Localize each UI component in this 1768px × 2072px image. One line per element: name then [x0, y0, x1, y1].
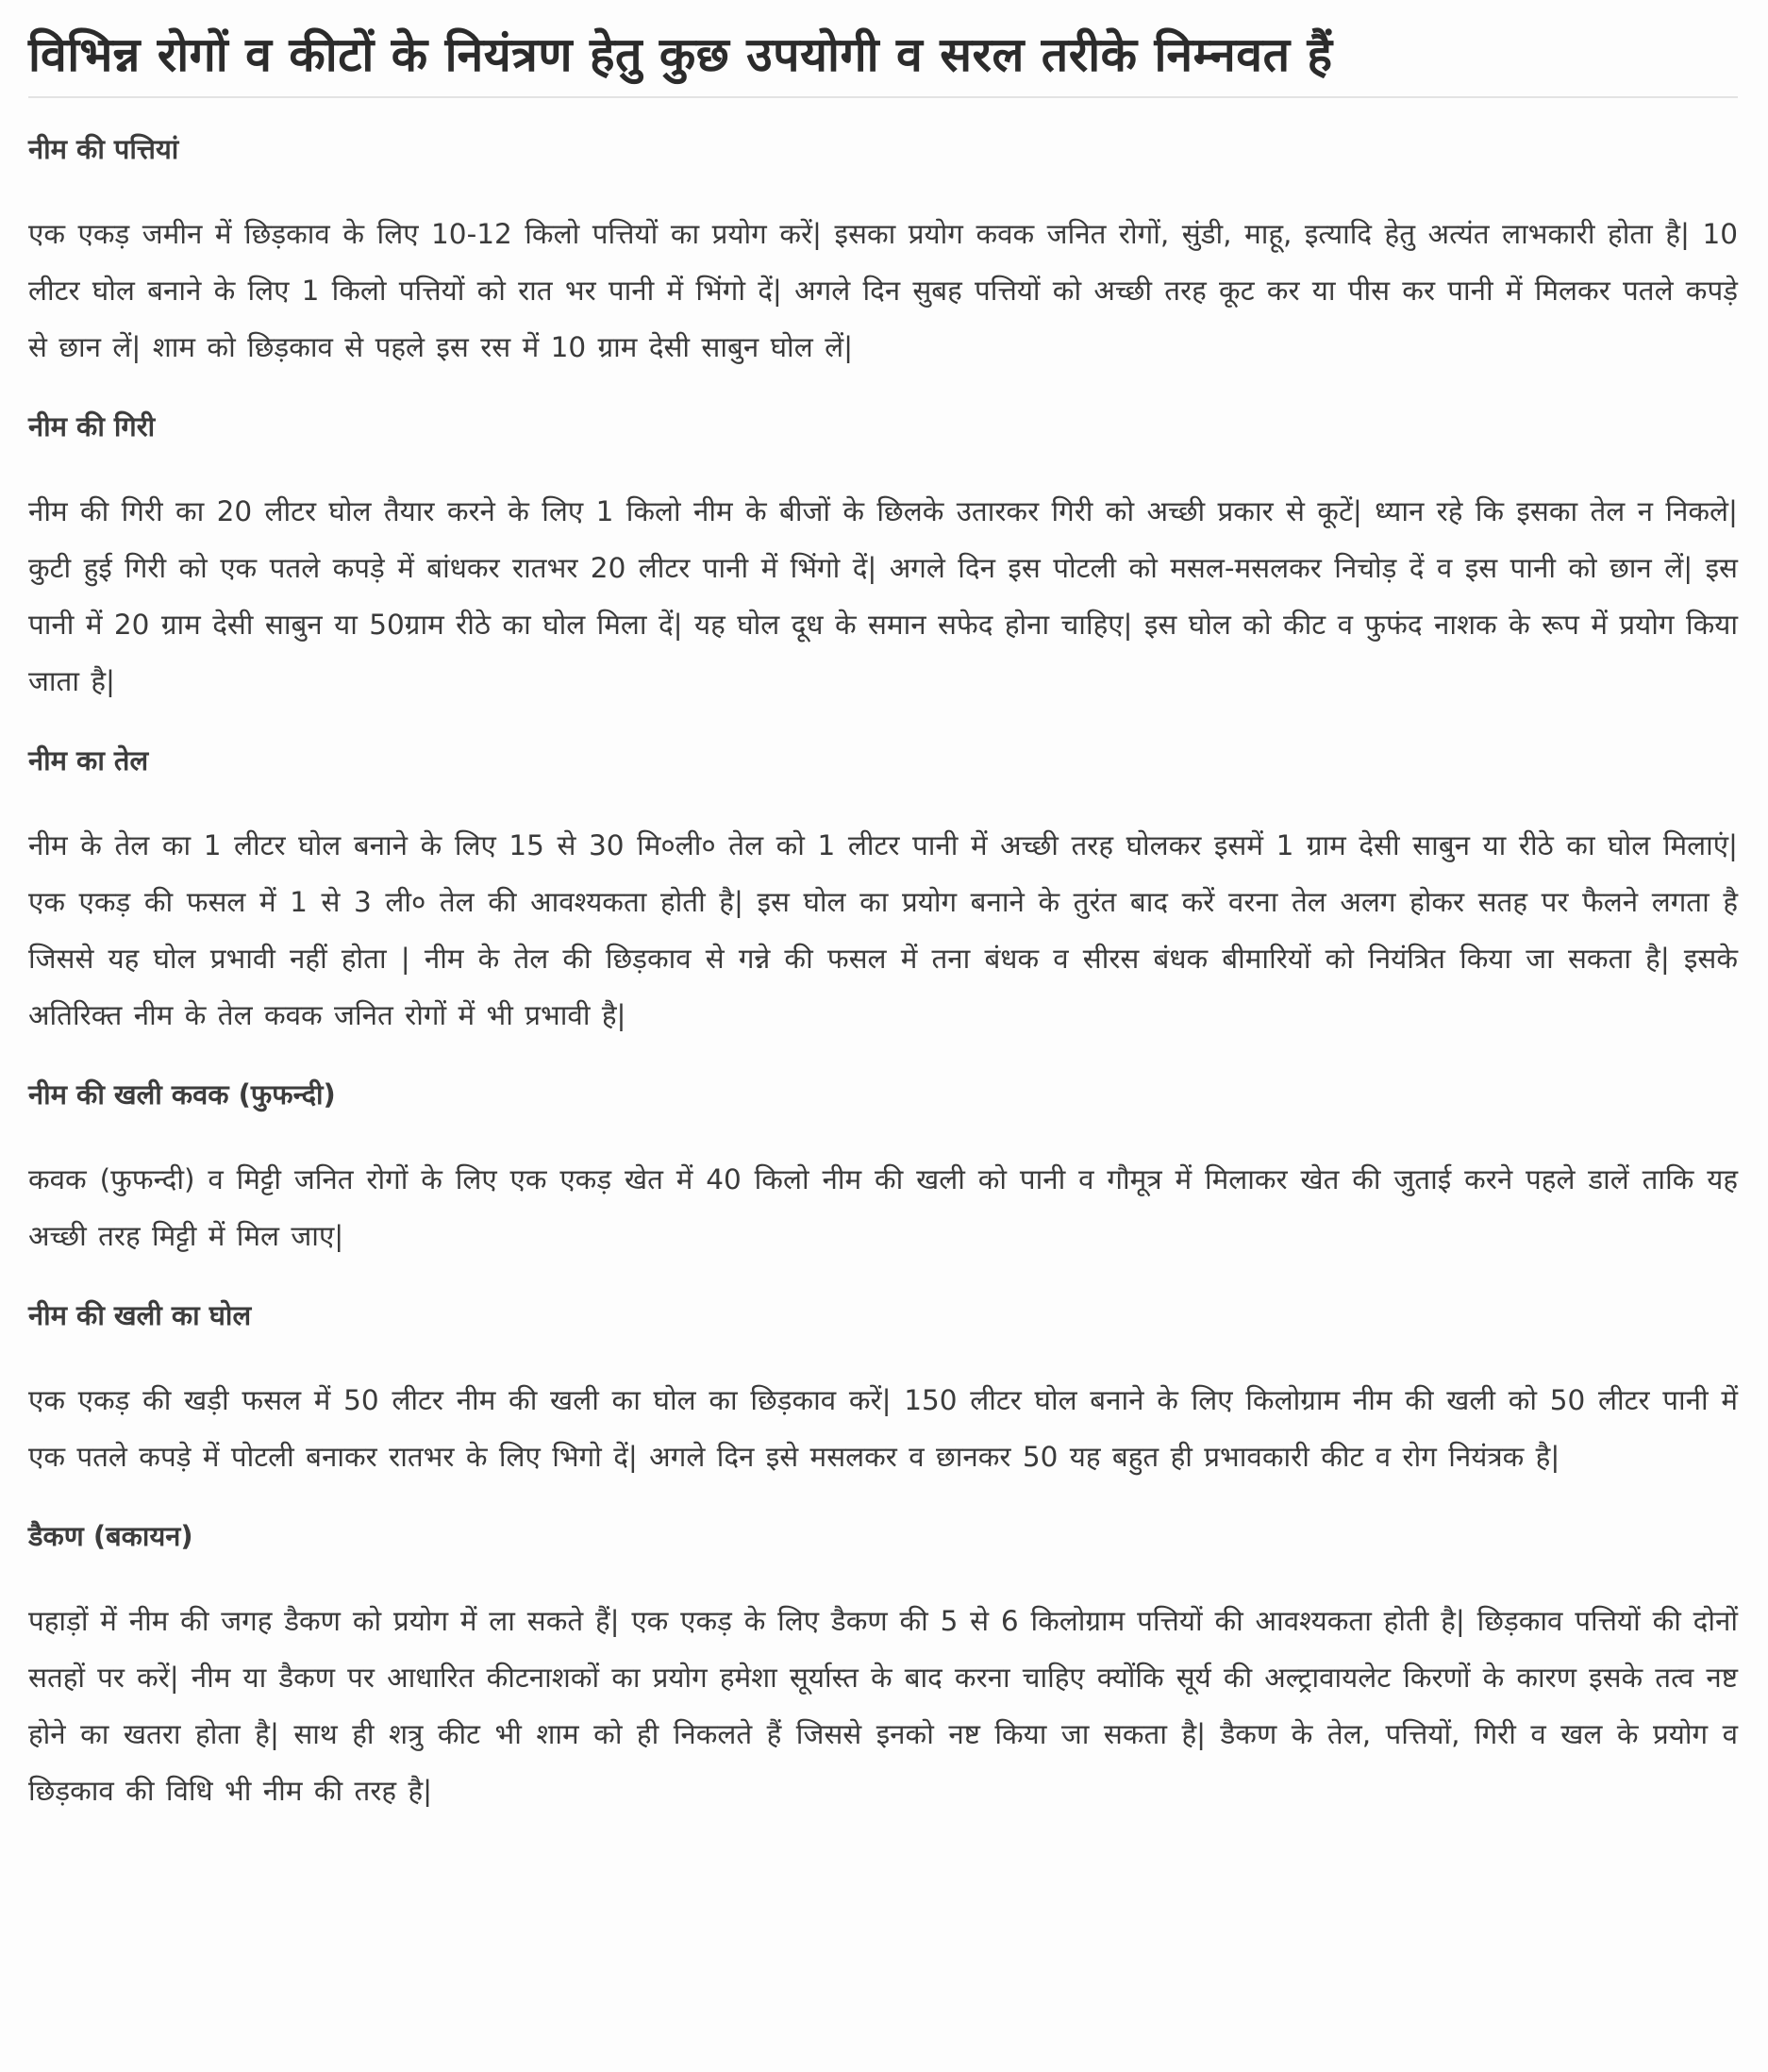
section-heading: डैकण (बकायन): [28, 1520, 193, 1552]
section-body: पहाड़ों में नीम की जगह डैकण को प्रयोग में ला सकते हैं| एक एकड़ के लिए डैकण की 5 से 6 किलोग्राम पत्तियों की आवश्यकता होती है| छिड़काव पत्तियों की दोनों सतहों पर करें| नीम या डैकण पर आधारित कीटनाशकों का प्रयोग हमेशा सूर्यास्त के बाद करना चाहिए क्योंकि सूर्य की अल्ट्रावायलेट किरणों के कारण इसके तत्व नष्ट होने का खतरा होता है| साथ ही शत्रु कीट भी शाम को ही निकलते हैं जिससे इनको नष्ट किया जा सकता है| डैकण के तेल, पत्तियों, गिरी व खल के प्रयोग व छिड़काव की विधि भी नीम की तरह है|: [28, 1605, 1738, 1807]
section-neem-cake-fungus: [28, 1074, 1738, 1264]
section-body: नीम की गिरी का 20 लीटर घोल तैयार करने के लिए 1 किलो नीम के बीजों के छिलके उतारकर गिरी को अच्छी प्रकार से कूटें| ध्यान रहे कि इसका तेल न निकले| कुटी हुई गिरी को एक पतले कपड़े में बांधकर रातभर 20 लीटर पानी में भिंगो दें| अगले दिन इस पोटली को मसल-मसलकर निचोड़ दें व इस पानी को छान लें| इस पानी में 20 ग्राम देसी साबुन या 50ग्राम रीठे का घोल मिला दें| यह घोल दूध के समान सफेद होना चाहिए| इस घोल को कीट व फुफंद नाशक के रूप में प्रयोग किया जाता है|: [28, 495, 1738, 697]
section-neem-kernel: [28, 406, 1738, 710]
section-body: एक एकड़ जमीन में छिड़काव के लिए 10-12 किलो पत्तियों का प्रयोग करें| इसका प्रयोग कवक जनित रोगों, सुंडी, माहू, इत्यादि हेतु अत्यंत लाभकारी होता है| 10 लीटर घोल बनाने के लिए 1 किलो पत्तियों को रात भर पानी में भिंगो दें| अगले दिन सुबह पत्तियों को अच्छी तरह कूट कर या पीस कर पानी में मिलकर पतले कपड़े से छान लें| शाम को छिड़काव से पहले इस रस में 10 ग्राम देसी साबुन घोल लें|: [28, 218, 1738, 363]
section-heading: नीम की गिरी: [28, 410, 156, 443]
section-daikan: [28, 1515, 1738, 1819]
section-body: नीम के तेल का 1 लीटर घोल बनाने के लिए 15 से 30 मि०ली० तेल को 1 लीटर पानी में अच्छी तरह घोलकर इसमें 1 ग्राम देसी साबुन या रीठे का घोल मिलाएं| एक एकड़ की फसल में 1 से 3 ली० तेल की आवश्यकता होती है| इस घोल का प्रयोग बनाने के तुरंत बाद करें वरना तेल अलग होकर सतह पर फैलने लगता है जिससे यह घोल प्रभावी नहीं होता | नीम के तेल की छिड़काव से गन्ने की फसल में तना बंधक व सीरस बंधक बीमारियों को नियंत्रित किया जा सकता है| इसके अतिरिक्त नीम के तेल कवक जनित रोगों में भी प्रभावी है|: [28, 829, 1738, 1031]
section-heading: नीम का तेल: [28, 744, 149, 777]
section-body: कवक (फुफन्दी) व मिट्टी जनित रोगों के लिए एक एकड़ खेत में 40 किलो नीम की खली को पानी व गौमूत्र में मिलाकर खेत की जुताई करने पहले डालें ताकि यह अच्छी तरह मिट्टी में मिल जाए|: [28, 1163, 1738, 1252]
section-heading: नीम की खली का घोल: [28, 1299, 252, 1331]
section-neem-oil: [28, 740, 1738, 1044]
section-neem-cake-solution: [28, 1295, 1738, 1485]
section-heading: नीम की खली कवक (फुफन्दी): [28, 1078, 336, 1111]
section-body: एक एकड़ की खड़ी फसल में 50 लीटर नीम की खली का घोल का छिड़काव करें| 150 लीटर घोल बनाने के लिए किलोग्राम नीम की खली को 50 लीटर पानी में एक पतले कपड़े में पोटली बनाकर रातभर के लिए भिगो दें| अगले दिन इसे मसलकर व छानकर 50 यह बहुत ही प्रभावकारी कीट व रोग नियंत्रक है|: [28, 1384, 1738, 1473]
section-heading: नीम की पत्तियां: [28, 133, 179, 165]
page-title: विभिन्न रोगों व कीटों के नियंत्रण हेतु कुछ उपयोगी व सरल तरीके निम्नवत हैं: [28, 21, 1738, 98]
section-neem-leaves: [28, 128, 1738, 376]
